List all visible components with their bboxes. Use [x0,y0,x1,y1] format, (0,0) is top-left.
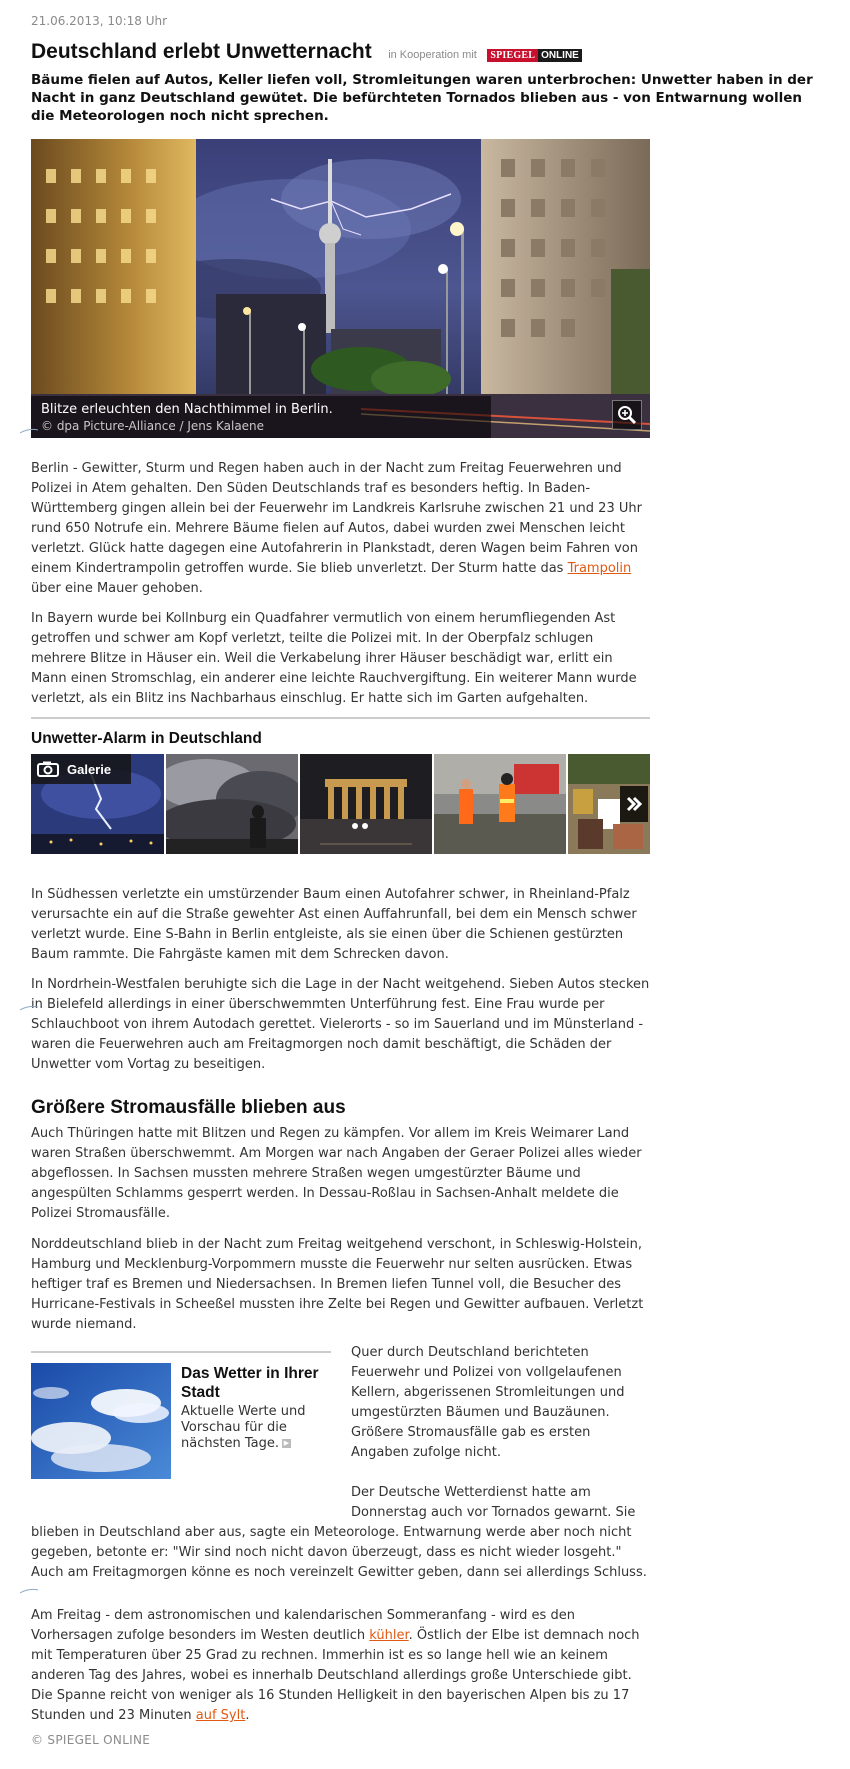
paragraph-3: In Südhessen verletzte ein umstürzender Baum einen Autofahrer schwer, in Rheinland-Pfalz verursachte ein auf die Straße gewehter Ast einen Auffahrunfall, bei dem ein Mensch schwer verletzt wurde. Eine S-Bahn in Berlin entgleiste, als sie einen über die Schienen gestürzten Baum rammte. Die Fahrgäste kamen mit dem Schrecken davon. [31,887,637,962]
gallery-badge-label: Galerie [67,761,112,777]
gallery-thumb-4[interactable] [434,754,566,854]
zoom-button[interactable] [612,400,642,430]
link-trampolin[interactable]: Trampolin [567,561,632,576]
dateline: 21.06.2013, 10:18 Uhr [31,14,168,28]
teaser-title[interactable]: Das Wetter in Ihrer Stadt [181,1365,319,1401]
paragraph-2: In Bayern wurde bei Kollnburg ein Quadfahrer vermutlich von einem herumfliegenden Ast getroffen und schwer am Kopf verletzt, teilte die Polizei mit. In der Oberpfalz schlugen mehrere Blitze in Häuser ein. Weil die Verkabelung ihrer Häuser beschädigt war, erlitt ein Mann einen Stromschlag, ein anderer eine leichte Rauchvergiftung. Ein weiterer Mann wurde verletzt, als ein Blitz ins Nachbarhaus einschlug. Er hatte sich im Garten aufgehalten. [31,611,637,706]
headline: Deutschland erlebt Unwetternacht [31,40,372,63]
gallery-badge[interactable] [31,754,131,784]
spiegel-online-logo[interactable] [487,45,582,63]
margin-tick-mark [20,1588,38,1594]
paragraph-1-text-a: Berlin - Gewitter, Sturm und Regen haben auch in der Nacht zum Freitag Feuerwehren und Polizei in Atem gehalten. Den Süden Deutschlands traf es besonders heftig. In Baden-Württemberg gingen allein bei der Feuerwehr im Landkreis Karlsruhe zwischen 21 und 23 Uhr rund 650 Notrufe ein. Mehrere Bäume fielen auf Autos, dabei wurden zwei Menschen leicht verletzt. Glück hatte dagegen eine Autofahrerin in Plankstadt, deren Wagen beim Fahren von einem Kindertrampolin getroffen wurde. Sie blieb unverletzt. Der Sturm hatte das [31,461,642,576]
double-chevron-right-icon [625,795,643,813]
paragraph-9-text-a: Am Freitag - dem astronomischen und kalendarischen Sommeranfang - wird es den Vorhersagen zufolge besonders im Westen deutlich [31,1608,575,1643]
paragraph-1-text-b: über eine Mauer gehoben. [31,581,203,596]
paragraph-8-wrapped: Der Deutsche Wetterdienst hatte am Donnerstag auch vor Tornados gewarnt. Sie [351,1485,636,1520]
firefighters-flood-thumb [434,754,566,854]
paragraph-6: Norddeutschland blieb in der Nacht zum Freitag weitgehend verschont, in Schleswig-Holstein, Hamburg und Mecklenburg-Vorpommern musste die Feuerwehr nur selten ausrücken. Etwas heftiger traf es Bremen und Niedersachsen. In Bremen liefen Tunnel voll, die Besucher des Hurricane-Festivals in Scheeßel mussten ihre Zelte bei Regen und Gewitter aufbauen. Verletzt wurde niemand. [31,1237,644,1332]
teaser-text: Aktuelle Werte und Vorschau für die nächsten Tage. [181,1404,306,1451]
lead-paragraph: Bäume fielen auf Autos, Keller liefen voll, Stromleitungen waren unterbrochen: Unwetter haben in der Nacht in ganz Deutschland gewütet. Die befürchteten Tornados blieben aus - von Entwarnung wollen die Meteorologen noch nicht sprechen. [31,72,813,124]
teaser-text-box [181,1404,331,1452]
paragraph-5: Auch Thüringen hatte mit Blitzen und Regen zu kämpfen. Vor allem im Kreis Weimarer Land waren Straßen überschwemmt. Am Morgen war nach Angaben der Geraer Polizei alles wieder abgeflossen. In Sachsen mussten mehrere Straßen wegen umgestürzter Bäume und angespülten Schlamms gesperrt werden. In Dessau-Roßlau in Sachsen-Anhalt meldete die Polizei Stromausfälle. [31,1126,642,1221]
blue-sky-clouds-image [31,1363,171,1479]
magnifier-plus-icon [617,405,637,425]
gallery-thumb-2[interactable] [166,754,298,854]
camera-icon [37,761,59,777]
small-arrow-right-icon[interactable]: ▶ [283,1439,290,1447]
paragraph-1 [31,459,650,599]
paragraph-9-text-c: . [245,1708,250,1723]
subheading: Größere Stromausfälle blieben aus [31,1097,346,1118]
hero-caption: Blitze erleuchten den Nachthimmel in Berlin. [41,402,333,417]
link-auf-sylt[interactable]: auf Sylt [195,1708,246,1723]
gallery-next-button[interactable] [620,786,648,822]
footer-copyright: © SPIEGEL ONLINE [31,1733,151,1747]
link-kuehler[interactable]: kühler [369,1628,409,1643]
paragraph-7: Quer durch Deutschland berichteten Feuerwehr und Polizei von vollgelaufenen Kellern, abgerissenen Stromleitungen und umgestürzten Bäumen und Bauzäunen. Größere Stromausfälle gab es ersten Angaben zufolge nicht. [351,1345,625,1460]
logo-part-online: ONLINE [538,49,582,62]
hero-caption-box [31,396,491,438]
gallery-thumb-1[interactable] [31,754,164,854]
cooperation-label: in Kooperation mit [388,49,477,61]
brandenburg-gate-rain-thumb [300,754,432,854]
headline-row [31,40,582,64]
margin-tick-mark [20,1005,38,1011]
paragraph-8: blieben in Deutschland aber aus, sagte ein Meteorologe. Entwarnung werde aber noch nicht gegeben, betonte er: "Wir sind noch nicht davon überzeugt, dass es nicht wieder losgeht." Auch am Freitagmorgen könne es noch vereinzelt Gewitter geben, dann sei allerdings Schluss. [31,1525,647,1580]
gallery-title: Unwetter-Alarm in Deutschland [31,730,262,747]
hero-image[interactable] [31,139,650,438]
teaser-image[interactable] [31,1363,171,1479]
berlin-night-lightning-photo [31,139,650,438]
storm-clouds-person-thumb [166,754,298,854]
teaser-divider [31,1351,331,1353]
gallery-divider [31,717,650,719]
paragraph-9 [31,1606,650,1726]
photo-gallery[interactable] [31,754,650,854]
paragraph-4: In Nordrhein-Westfalen beruhigte sich die Lage in der Nacht weitgehend. Sieben Autos stecken in Bielefeld allerdings in einer überschwemmten Unterführung fest. Eine Frau wurde per Schlauchboot von ihrem Autodach gerettet. Vielerorts - so im Sauerland und im Münsterland - waren die Feuerwehren auch am Freitagmorgen noch damit beschäftigt, die Schäden der Unwetter vom Vortag zu beseitigen. [31,977,650,1072]
paragraph-9-text-b: . Östlich der Elbe ist demnach noch mit Temperaturen über 25 Grad zu rechnen. Immerhin ist es so lange hell wie an keinem anderen Tag des Jahres, wobei es innerhalb Deutschland allerdings große Unterschiede gibt. Die Spanne reicht von weniger als 16 Stunden Helligkeit in den bayerischen Alpen bis zu 17 Stunden und 23 Minuten [31,1628,640,1723]
logo-part-spiegel: SPIEGEL [487,49,538,62]
hero-credit: © dpa Picture-Alliance / Jens Kalaene [41,419,265,433]
gallery-thumb-3[interactable] [300,754,432,854]
margin-tick-mark [20,428,38,434]
